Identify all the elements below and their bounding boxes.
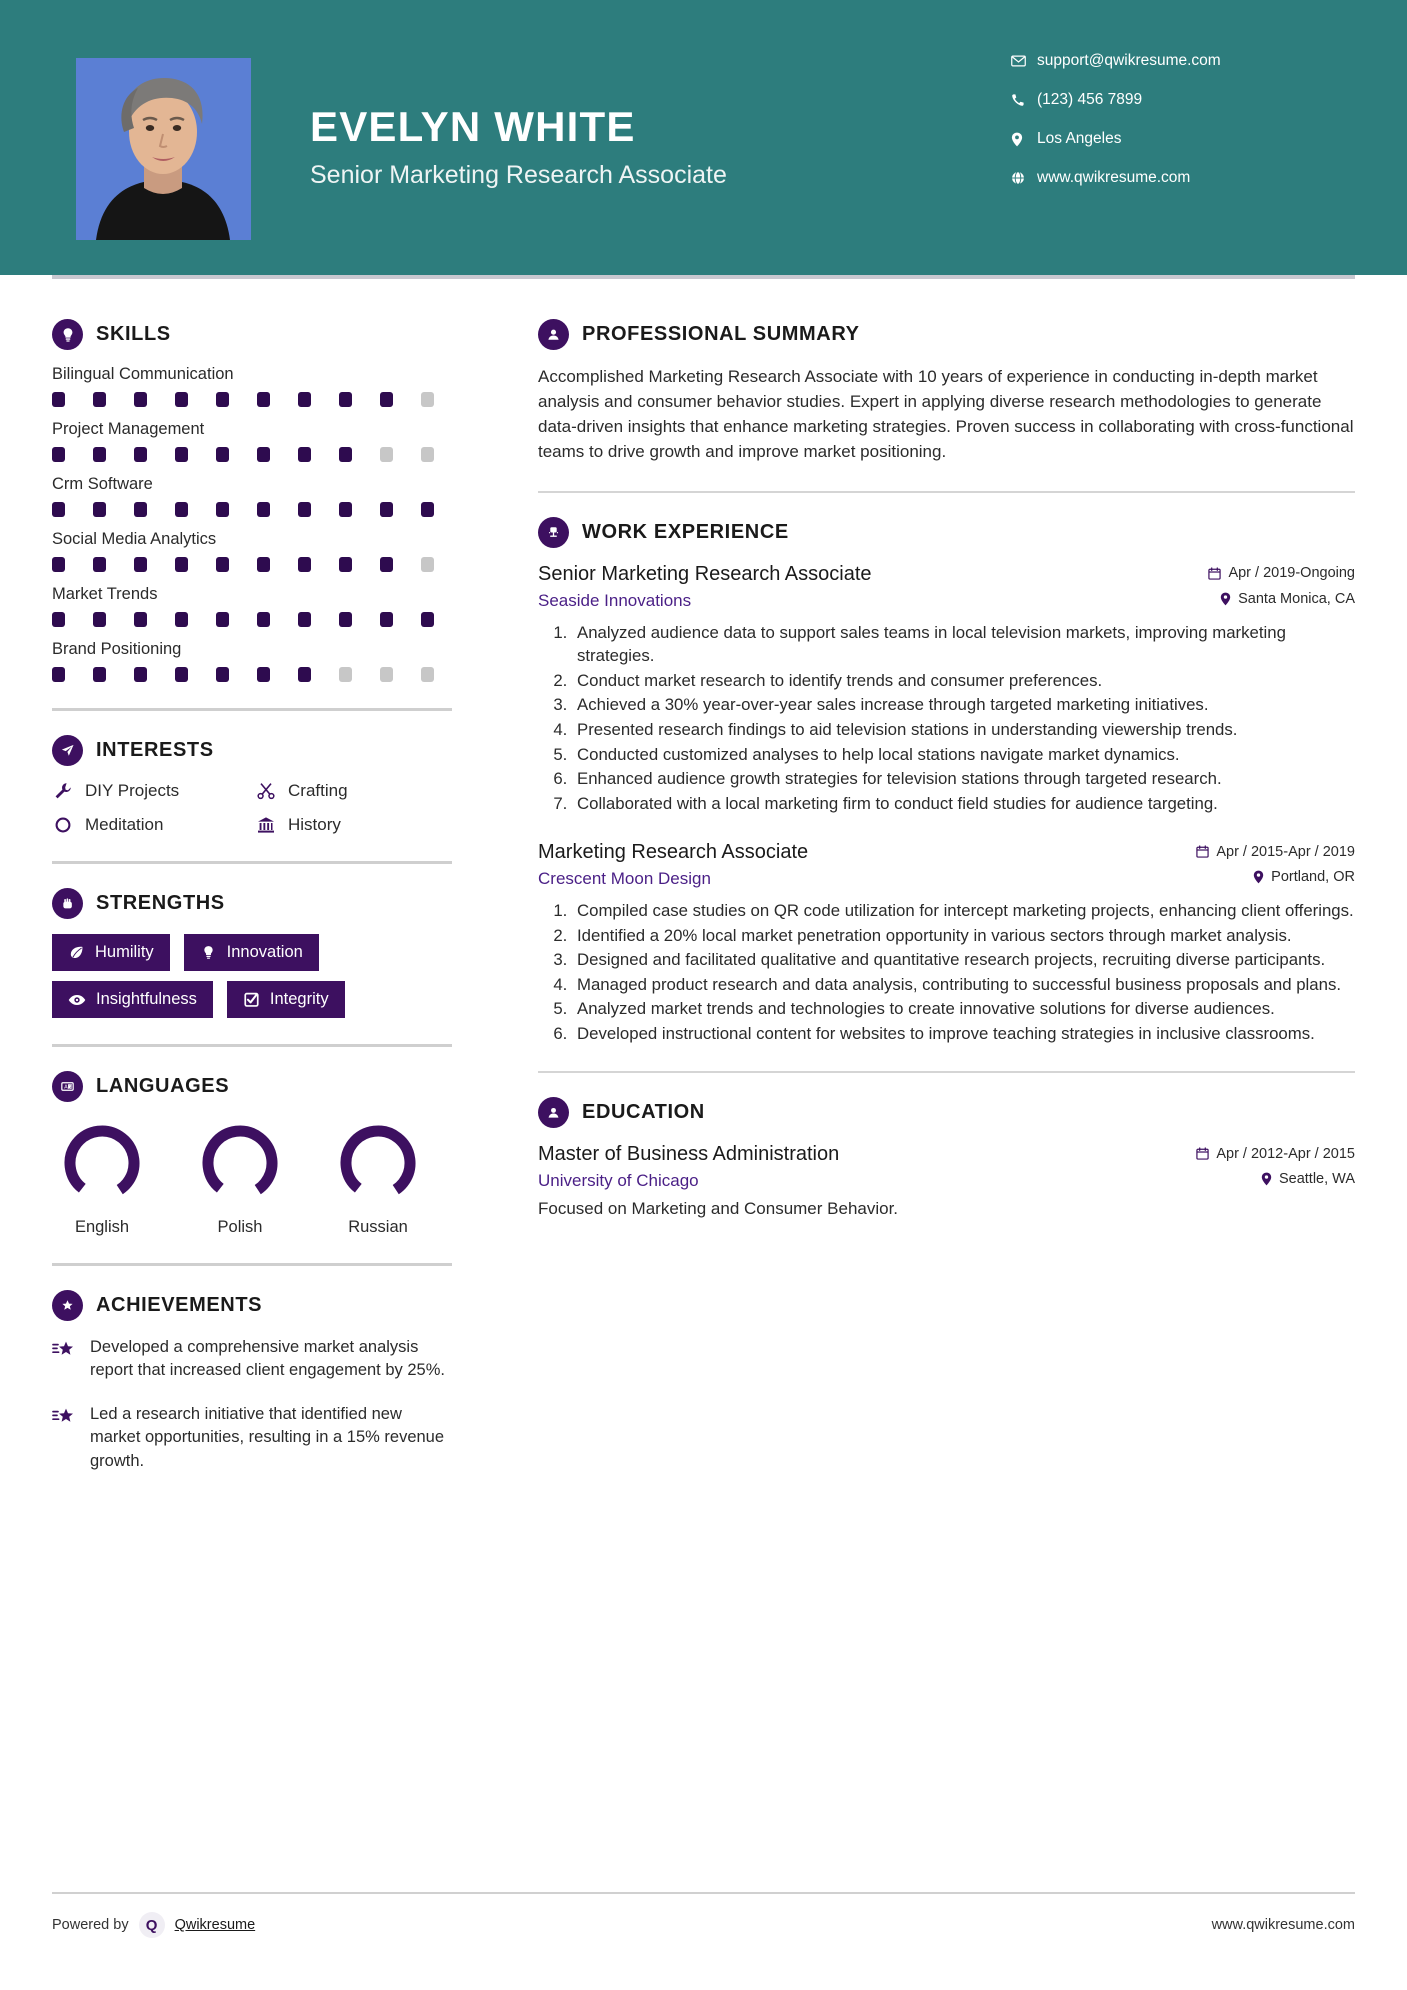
summary-heading bbox=[538, 319, 1355, 350]
skill-rating bbox=[52, 447, 452, 462]
job-bullet: 1. Analyzed audience data to support sales teams in local television markets, improving marketing strategies. bbox=[572, 621, 1355, 668]
section-summary bbox=[538, 319, 1355, 465]
powered-by bbox=[52, 1912, 255, 1938]
skill-dot-filled bbox=[298, 557, 311, 572]
skill-dot-empty bbox=[380, 447, 393, 462]
graduation-icon bbox=[538, 1097, 569, 1128]
strength-label: Insightfulness bbox=[96, 990, 197, 1008]
skill-rating bbox=[52, 667, 452, 682]
skill-dot-filled bbox=[298, 612, 311, 627]
sidebar-divider-4 bbox=[52, 1263, 452, 1266]
section-languages bbox=[52, 1071, 452, 1237]
section-work-experience bbox=[538, 517, 1355, 1045]
skill-dot-filled bbox=[339, 557, 352, 572]
interest-item bbox=[255, 781, 452, 801]
skill-dot-filled bbox=[93, 447, 106, 462]
name-block bbox=[310, 105, 727, 190]
skills-title: SKILLS bbox=[96, 323, 171, 345]
job-date bbox=[1208, 565, 1355, 581]
interests-heading bbox=[52, 735, 452, 766]
summary-title: PROFESSIONAL SUMMARY bbox=[582, 323, 860, 345]
phone-icon bbox=[1011, 93, 1037, 107]
skill-dot-filled bbox=[421, 502, 434, 517]
lightbulb-icon bbox=[200, 944, 217, 961]
paper-plane-icon bbox=[52, 735, 83, 766]
contact-phone[interactable] bbox=[1011, 91, 1321, 109]
skill-dot-filled bbox=[257, 447, 270, 462]
education-list bbox=[538, 1143, 1355, 1219]
skill-name: Bilingual Communication bbox=[52, 365, 234, 383]
skill-dot-filled bbox=[216, 392, 229, 407]
strength-chip bbox=[227, 981, 345, 1018]
job-position: Marketing Research Associate bbox=[538, 841, 809, 864]
skill-dot-filled bbox=[216, 557, 229, 572]
strength-label: Integrity bbox=[269, 990, 329, 1008]
strength-chip bbox=[184, 934, 319, 971]
job-position: Senior Marketing Research Associate bbox=[538, 562, 872, 585]
logo-letter: Q bbox=[145, 1916, 158, 1934]
header-divider bbox=[52, 275, 1355, 279]
summary-text: Accomplished Marketing Research Associate with 10 years of experience in conducting in-depth market analysis and consumer behavior studies. Expert in applying diverse research methodologies to generate data-driven insights that enhance marketing strategies. Proven success in collaborating with cross-functional teams to drive growth and improve market positioning. bbox=[538, 367, 1354, 461]
check-square-icon bbox=[243, 991, 260, 1008]
job-bullet: 6. Enhanced audience growth strategies for television stations through targeted research. bbox=[572, 767, 1355, 791]
interests-title: INTERESTS bbox=[96, 739, 214, 761]
section-skills bbox=[52, 319, 452, 682]
language-name: Russian bbox=[348, 1218, 408, 1236]
language-gauge bbox=[336, 1121, 420, 1205]
skill-item bbox=[52, 365, 452, 407]
job-bullet: 4. Presented research findings to aid television stations in understanding viewership trends. bbox=[572, 718, 1355, 742]
svg-text:A: A bbox=[64, 1084, 68, 1091]
skill-dot-filled bbox=[380, 612, 393, 627]
job-bullet: 1. Compiled case studies on QR code utilization for intercept marketing projects, enhancing client offerings. bbox=[572, 899, 1355, 923]
powered-by-label: Powered by bbox=[52, 1917, 129, 1933]
achievement-item bbox=[52, 1403, 452, 1473]
education-date bbox=[1196, 1146, 1355, 1162]
section-interests bbox=[52, 735, 452, 835]
skill-dot-filled bbox=[380, 557, 393, 572]
svg-text:文: 文 bbox=[68, 1084, 73, 1090]
skill-item bbox=[52, 420, 452, 462]
education-location bbox=[1261, 1171, 1355, 1187]
contact-location-value: Los Angeles bbox=[1037, 130, 1122, 147]
shooting-star-icon bbox=[52, 1336, 78, 1383]
strength-label: Innovation bbox=[226, 943, 303, 961]
skill-dot-filled bbox=[257, 612, 270, 627]
skills-list bbox=[52, 365, 452, 682]
language-name: English bbox=[74, 1218, 130, 1236]
avatar bbox=[76, 58, 251, 240]
user-circle-icon bbox=[538, 319, 569, 350]
job-entry bbox=[538, 841, 1355, 1045]
job-bullet: 3. Designed and facilitated qualitative and quantitative research projects, recruiting diverse participants. bbox=[572, 948, 1355, 972]
strengths-list bbox=[52, 934, 452, 1018]
skill-dot-filled bbox=[52, 447, 65, 462]
job-bullets bbox=[538, 621, 1355, 815]
resume-body bbox=[0, 279, 1407, 1493]
job-bullet: 2. Identified a 20% local market penetration opportunity in various sectors through market analysis. bbox=[572, 924, 1355, 948]
work-experience-title: WORK EXPERIENCE bbox=[582, 520, 789, 543]
fist-icon bbox=[52, 888, 83, 919]
skill-dot-filled bbox=[134, 557, 147, 572]
interest-item bbox=[255, 815, 452, 835]
profile-photo-icon bbox=[76, 58, 251, 240]
languages-list bbox=[52, 1117, 452, 1237]
strength-chip bbox=[52, 981, 213, 1018]
circle-icon bbox=[52, 815, 74, 835]
skill-dot-empty bbox=[339, 667, 352, 682]
achievement-item bbox=[52, 1336, 452, 1383]
qwikresume-brand-link[interactable]: Qwikresume bbox=[174, 1917, 256, 1933]
skill-dot-filled bbox=[380, 392, 393, 407]
skill-dot-filled bbox=[216, 502, 229, 517]
language-item bbox=[328, 1121, 428, 1237]
skill-dot-filled bbox=[134, 667, 147, 682]
job-date bbox=[1196, 844, 1355, 860]
education-title: EDUCATION bbox=[582, 1101, 705, 1124]
contact-email[interactable] bbox=[1011, 52, 1321, 70]
skill-item bbox=[52, 585, 452, 627]
jobs-list bbox=[538, 563, 1355, 1045]
achievements-title: ACHIEVEMENTS bbox=[96, 1294, 263, 1316]
page-footer bbox=[52, 1892, 1355, 1938]
skill-item bbox=[52, 475, 452, 517]
interest-label: History bbox=[288, 815, 341, 834]
sidebar-divider-2 bbox=[52, 861, 452, 864]
skill-name: Brand Positioning bbox=[52, 640, 182, 658]
achievement-text: Developed a comprehensive market analysis report that increased client engagement by 25%. bbox=[90, 1338, 445, 1380]
skill-dot-filled bbox=[298, 392, 311, 407]
qwikresume-logo-icon bbox=[139, 1912, 165, 1938]
skill-dot-filled bbox=[134, 502, 147, 517]
skill-rating bbox=[52, 502, 452, 517]
languages-title: LANGUAGES bbox=[96, 1075, 230, 1097]
education-degree: Master of Business Administration bbox=[538, 1143, 840, 1166]
education-heading bbox=[538, 1097, 1355, 1128]
skill-dot-filled bbox=[175, 447, 188, 462]
location-pin-icon bbox=[1011, 132, 1037, 147]
job-location-text: Santa Monica, CA bbox=[1238, 590, 1355, 607]
skill-dot-filled bbox=[298, 667, 311, 682]
job-date-text: Apr / 2015-Apr / 2019 bbox=[1216, 843, 1355, 860]
calendar-icon bbox=[1196, 845, 1209, 858]
job-organization: Seaside Innovations bbox=[538, 590, 692, 610]
strength-label: Humility bbox=[95, 943, 154, 961]
skill-dot-filled bbox=[175, 557, 188, 572]
museum-icon bbox=[255, 815, 277, 835]
interest-label: DIY Projects bbox=[85, 781, 180, 800]
shooting-star-icon bbox=[52, 1403, 78, 1473]
contact-website[interactable] bbox=[1011, 169, 1321, 187]
skill-dot-empty bbox=[380, 667, 393, 682]
languages-heading bbox=[52, 1071, 452, 1102]
skill-name: Market Trends bbox=[52, 585, 158, 603]
section-strengths bbox=[52, 888, 452, 1018]
skill-dot-filled bbox=[257, 392, 270, 407]
achievements-heading bbox=[52, 1290, 452, 1321]
wrench-icon bbox=[52, 781, 74, 801]
skill-dot-filled bbox=[93, 392, 106, 407]
strength-chip bbox=[52, 934, 170, 971]
job-entry bbox=[538, 563, 1355, 815]
section-achievements bbox=[52, 1290, 452, 1473]
contact-email-value: support@qwikresume.com bbox=[1037, 52, 1221, 69]
job-bullets bbox=[538, 899, 1355, 1045]
footer-url[interactable]: www.qwikresume.com bbox=[1211, 1917, 1355, 1933]
language-name: Polish bbox=[217, 1218, 263, 1236]
skill-dot-filled bbox=[216, 667, 229, 682]
skill-item bbox=[52, 530, 452, 572]
star-badge-icon bbox=[52, 1290, 83, 1321]
skill-dot-empty bbox=[421, 392, 434, 407]
calendar-icon bbox=[1208, 567, 1221, 580]
sidebar-divider-3 bbox=[52, 1044, 452, 1047]
skill-dot-filled bbox=[339, 447, 352, 462]
job-bullet: 4. Managed product research and data analysis, contributing to successful business proposals and plans. bbox=[572, 973, 1355, 997]
job-location bbox=[1253, 869, 1355, 885]
language-item bbox=[52, 1121, 152, 1237]
skill-dot-filled bbox=[175, 392, 188, 407]
skill-rating bbox=[52, 612, 452, 627]
skill-dot-filled bbox=[257, 502, 270, 517]
skill-dot-filled bbox=[175, 502, 188, 517]
job-bullet: 7. Collaborated with a local marketing firm to conduct field studies for audience targeting. bbox=[572, 792, 1355, 816]
education-date-text: Apr / 2012-Apr / 2015 bbox=[1216, 1145, 1355, 1162]
job-bullet: 2. Conduct market research to identify trends and consumer preferences. bbox=[572, 669, 1355, 693]
envelope-icon bbox=[1011, 55, 1037, 67]
skill-dot-empty bbox=[421, 667, 434, 682]
job-organization: Crescent Moon Design bbox=[538, 869, 711, 889]
skill-rating bbox=[52, 557, 452, 572]
skill-dot-filled bbox=[339, 502, 352, 517]
skill-dot-filled bbox=[52, 392, 65, 407]
translate-icon bbox=[52, 1071, 83, 1102]
skill-dot-filled bbox=[93, 667, 106, 682]
work-experience-heading bbox=[538, 517, 1355, 548]
job-bullet: 6. Developed instructional content for websites to improve teaching strategies in inclusive classrooms. bbox=[572, 1022, 1355, 1046]
contact-location bbox=[1011, 130, 1321, 148]
skill-dot-filled bbox=[216, 447, 229, 462]
job-date-text: Apr / 2019-Ongoing bbox=[1228, 565, 1355, 582]
skill-dot-filled bbox=[52, 612, 65, 627]
contact-phone-value: (123) 456 7899 bbox=[1037, 91, 1143, 108]
job-bullet: 5. Analyzed market trends and technologies to create innovative solutions for diverse audiences. bbox=[572, 997, 1355, 1021]
location-pin-icon bbox=[1261, 1172, 1272, 1186]
skill-dot-filled bbox=[52, 667, 65, 682]
globe-icon bbox=[1011, 171, 1037, 185]
office-chair-icon bbox=[538, 517, 569, 548]
lightbulb-icon bbox=[52, 319, 83, 350]
skill-name: Project Management bbox=[52, 420, 205, 438]
skill-dot-filled bbox=[175, 612, 188, 627]
skill-dot-filled bbox=[216, 612, 229, 627]
contact-list bbox=[1011, 52, 1321, 208]
strengths-title: STRENGTHS bbox=[96, 892, 225, 914]
skill-dot-filled bbox=[175, 667, 188, 682]
main-divider-2 bbox=[538, 1071, 1355, 1073]
skill-dot-filled bbox=[298, 502, 311, 517]
strengths-heading bbox=[52, 888, 452, 919]
language-gauge bbox=[198, 1121, 282, 1205]
footer-divider bbox=[52, 1892, 1355, 1894]
skill-dot-filled bbox=[93, 502, 106, 517]
interest-item bbox=[52, 781, 249, 801]
skill-dot-filled bbox=[134, 447, 147, 462]
education-location-text: Seattle, WA bbox=[1278, 1171, 1355, 1188]
resume-header bbox=[0, 0, 1407, 275]
achievement-text: Led a research initiative that identified new market opportunities, resulting in a 15% revenue growth. bbox=[90, 1404, 445, 1470]
sidebar-divider-1 bbox=[52, 708, 452, 711]
interests-list bbox=[52, 781, 452, 835]
location-pin-icon bbox=[1220, 592, 1231, 606]
skill-dot-filled bbox=[52, 557, 65, 572]
skills-heading bbox=[52, 319, 452, 350]
scissors-icon bbox=[255, 781, 277, 801]
main-column bbox=[502, 319, 1355, 1493]
interest-item bbox=[52, 815, 249, 835]
skill-dot-filled bbox=[52, 502, 65, 517]
skill-dot-empty bbox=[421, 557, 434, 572]
skill-dot-filled bbox=[93, 612, 106, 627]
location-pin-icon bbox=[1253, 870, 1264, 884]
page-title: EVELYN WHITE bbox=[310, 103, 636, 150]
interest-label: Meditation bbox=[85, 815, 164, 834]
interest-label: Crafting bbox=[288, 781, 348, 800]
skill-name: Crm Software bbox=[52, 475, 153, 493]
section-education bbox=[538, 1097, 1355, 1219]
skill-dot-filled bbox=[257, 667, 270, 682]
contact-website-value: www.qwikresume.com bbox=[1037, 169, 1191, 186]
eye-icon bbox=[68, 991, 86, 1009]
job-location bbox=[1220, 591, 1355, 607]
skill-dot-filled bbox=[93, 557, 106, 572]
skill-rating bbox=[52, 392, 452, 407]
skill-dot-filled bbox=[134, 392, 147, 407]
skill-dot-filled bbox=[380, 502, 393, 517]
skill-dot-filled bbox=[257, 557, 270, 572]
leaf-icon bbox=[68, 944, 85, 961]
job-bullet: 3. Achieved a 30% year-over-year sales increase through targeted marketing initiatives. bbox=[572, 693, 1355, 717]
skill-dot-filled bbox=[421, 612, 434, 627]
skill-dot-filled bbox=[298, 447, 311, 462]
achievements-list bbox=[52, 1336, 452, 1473]
skill-dot-empty bbox=[421, 447, 434, 462]
education-description: Focused on Marketing and Consumer Behavior. bbox=[538, 1199, 899, 1219]
skill-dot-filled bbox=[339, 392, 352, 407]
job-bullet: 5. Conducted customized analyses to help local stations navigate market dynamics. bbox=[572, 743, 1355, 767]
skill-item bbox=[52, 640, 452, 682]
main-divider-1 bbox=[538, 491, 1355, 493]
header-job-title: Senior Marketing Research Associate bbox=[310, 161, 727, 190]
language-item bbox=[190, 1121, 290, 1237]
sidebar-column bbox=[52, 319, 502, 1493]
education-school: University of Chicago bbox=[538, 1171, 699, 1191]
calendar-icon bbox=[1196, 1147, 1209, 1160]
skill-name: Social Media Analytics bbox=[52, 530, 217, 548]
language-gauge bbox=[60, 1121, 144, 1205]
education-entry bbox=[538, 1143, 1355, 1219]
skill-dot-filled bbox=[339, 612, 352, 627]
skill-dot-filled bbox=[134, 612, 147, 627]
job-location-text: Portland, OR bbox=[1271, 869, 1355, 886]
